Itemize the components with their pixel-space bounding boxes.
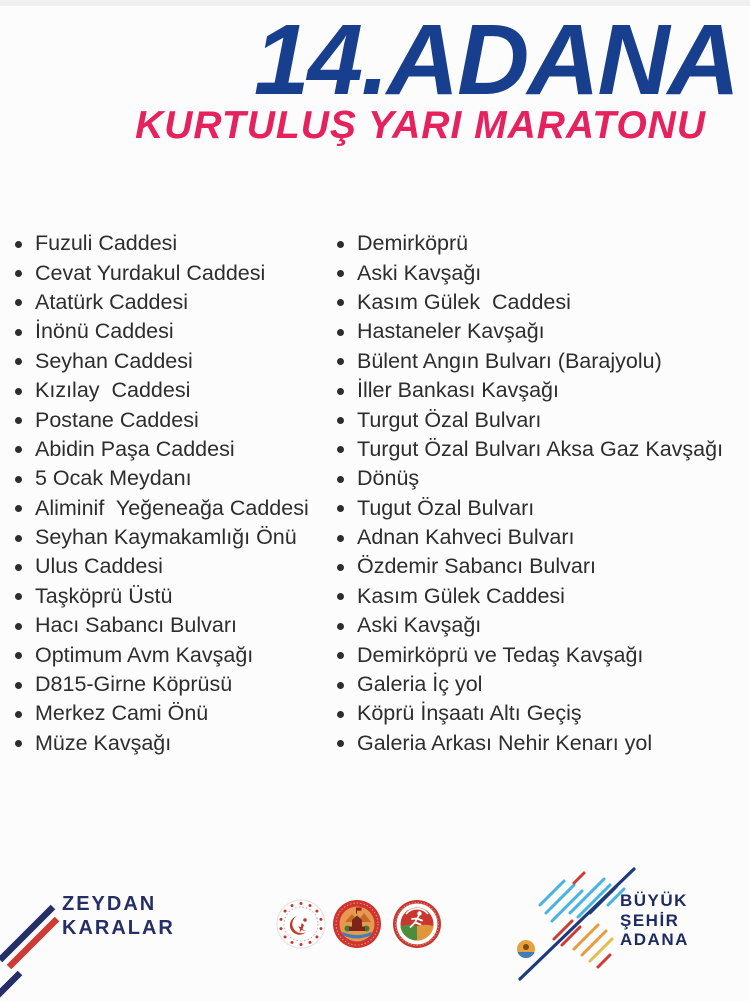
- route-stop: [337, 729, 749, 758]
- page-subtitle: KURTULUŞ YARI MARATONU: [135, 104, 706, 147]
- route-stop-label: Fuzuli Caddesi: [35, 231, 178, 256]
- title-block: [0, 4, 750, 147]
- bullet-icon: [337, 740, 344, 747]
- bullet-icon: [15, 329, 22, 336]
- route-stop-label: Optimum Avm Kavşağı: [35, 642, 254, 667]
- zeydan-karalar-logo: [62, 892, 175, 940]
- route-stop: [15, 582, 330, 611]
- route-stop-label: Kasım Gülek Caddesi: [357, 289, 571, 314]
- route-stop-label: Galeria Arkası Nehir Kenarı yol: [357, 730, 653, 755]
- route-stop-label: Aski Kavşağı: [357, 260, 482, 285]
- route-stop: [15, 552, 330, 581]
- route-stop: [337, 288, 749, 317]
- route-stop: [337, 258, 749, 287]
- zeydan-karalar-line2: KARALAR: [62, 917, 175, 939]
- route-stop: [15, 288, 330, 317]
- adana-city-emblem: [332, 899, 382, 949]
- route-stop-label: Özdemir Sabancı Bulvarı: [357, 554, 596, 579]
- route-stop: [337, 347, 749, 376]
- route-stop-label: Atatürk Caddesi: [35, 289, 188, 314]
- route-stop-label: Turgut Özal Bulvarı: [357, 407, 542, 432]
- route-stop-label: 5 Ocak Meydanı: [35, 466, 192, 491]
- bullet-icon: [337, 623, 344, 630]
- route-stop: [15, 435, 330, 464]
- route-stop: [337, 582, 749, 611]
- buyuksehir-adana-line3: ADANA: [620, 930, 689, 949]
- route-stop: [15, 729, 330, 758]
- route-stop: [15, 376, 330, 405]
- bullet-icon: [337, 682, 344, 689]
- bullet-icon: [15, 652, 22, 659]
- route-stop-label: Abidin Paşa Caddesi: [35, 436, 235, 461]
- bullet-icon: [15, 446, 22, 453]
- route-stop: [15, 523, 330, 552]
- bullet-icon: [15, 476, 22, 483]
- route-stop-label: Galeria İç yol: [357, 672, 483, 697]
- route-stop: [15, 347, 330, 376]
- bullet-icon: [337, 593, 344, 600]
- route-stop: [337, 494, 749, 523]
- bullet-icon: [337, 270, 344, 277]
- bullet-icon: [15, 593, 22, 600]
- route-stop: [337, 699, 749, 728]
- bullet-icon: [15, 299, 22, 306]
- route-stop: [337, 435, 749, 464]
- route-column-left: [15, 229, 330, 758]
- bullet-icon: [337, 652, 344, 659]
- route-stop: [337, 611, 749, 640]
- route-stop: [15, 317, 330, 346]
- bullet-icon: [337, 329, 344, 336]
- route-stop: [337, 464, 749, 493]
- route-column-right: [337, 229, 749, 758]
- route-stop: [15, 229, 330, 258]
- bullet-icon: [15, 564, 22, 571]
- route-stop-label: Adnan Kahveci Bulvarı: [357, 525, 575, 550]
- route-stop-label: Aliminif Yeğeneağa Caddesi: [35, 495, 309, 520]
- route-stop-label: İller Bankası Kavşağı: [357, 378, 559, 403]
- route-stop-label: Müze Kavşağı: [35, 730, 172, 755]
- route-stop-label: Ulus Caddesi: [35, 554, 163, 579]
- route-stop: [15, 611, 330, 640]
- buyuksehir-adana-line1: BÜYÜK: [620, 891, 688, 910]
- route-stop-label: Cevat Yurdakul Caddesi: [35, 260, 266, 285]
- route-stop-label: Dönüş: [357, 466, 420, 491]
- route-stop: [15, 405, 330, 434]
- buyuksehir-adana-line2: ŞEHİR: [620, 910, 680, 930]
- buyuksehir-adana-logo: [620, 891, 689, 950]
- bullet-icon: [15, 711, 22, 718]
- route-stop: [15, 464, 330, 493]
- route-stop: [337, 229, 749, 258]
- route-stop-label: Aski Kavşağı: [357, 613, 482, 638]
- bullet-icon: [15, 388, 22, 395]
- route-stop: [15, 699, 330, 728]
- bullet-icon: [337, 564, 344, 571]
- bullet-icon: [15, 505, 22, 512]
- route-stop: [337, 640, 749, 669]
- route-stop-label: Köprü İnşaatı Altı Geçiş: [357, 701, 582, 726]
- bullet-icon: [337, 358, 344, 365]
- page-title: 14.ADANA: [253, 4, 738, 116]
- zeydan-karalar-line1: ZEYDAN: [62, 893, 157, 915]
- bullet-icon: [15, 241, 22, 248]
- route-stop: [337, 376, 749, 405]
- bullet-icon: [15, 623, 22, 630]
- bullet-icon: [337, 711, 344, 718]
- route-stop-label: Turgut Özal Bulvarı Aksa Gaz Kavşağı: [357, 436, 724, 461]
- route-stop-label: Postane Caddesi: [35, 407, 199, 432]
- bullet-icon: [15, 682, 22, 689]
- footer: [0, 861, 750, 1001]
- bullet-icon: [337, 299, 344, 306]
- bullet-icon: [337, 535, 344, 542]
- route-stop-label: Seyhan Caddesi: [35, 348, 193, 373]
- route-stop: [337, 552, 749, 581]
- route-stop: [15, 258, 330, 287]
- route-stop: [337, 317, 749, 346]
- bullet-icon: [337, 388, 344, 395]
- route-stop-label: Seyhan Kaymakamlığı Önü: [35, 525, 297, 550]
- route-stop-label: Kasım Gülek Caddesi: [357, 583, 565, 608]
- route-stop-label: Demirköprü: [357, 231, 469, 256]
- route-stop-label: Demirköprü ve Tedaş Kavşağı: [357, 642, 644, 667]
- route-stop: [337, 523, 749, 552]
- bullet-icon: [15, 358, 22, 365]
- route-stop-label: İnönü Caddesi: [35, 319, 174, 344]
- bullet-icon: [15, 740, 22, 747]
- route-stop-label: Taşköprü Üstü: [35, 583, 173, 608]
- athletics-federation-emblem: [392, 899, 442, 949]
- youth-sports-ministry-emblem: [276, 899, 326, 949]
- route-stop-label: Hastaneler Kavşağı: [357, 319, 545, 344]
- bullet-icon: [15, 417, 22, 424]
- bullet-icon: [337, 476, 344, 483]
- route-stop: [15, 670, 330, 699]
- bullet-icon: [337, 446, 344, 453]
- bullet-icon: [337, 505, 344, 512]
- bullet-icon: [337, 241, 344, 248]
- route-stop-label: Bülent Angın Bulvarı (Barajyolu): [357, 348, 662, 373]
- route-stop: [337, 670, 749, 699]
- route-stop-label: Hacı Sabancı Bulvarı: [35, 613, 237, 638]
- route-stop: [15, 494, 330, 523]
- route-stop-label: D815-Girne Köprüsü: [35, 672, 233, 697]
- route-stop: [337, 405, 749, 434]
- route-stop-label: Kızılay Caddesi: [35, 378, 191, 403]
- bullet-icon: [15, 270, 22, 277]
- route-stop: [15, 640, 330, 669]
- route-stop-label: Tugut Özal Bulvarı: [357, 495, 535, 520]
- bullet-icon: [337, 417, 344, 424]
- bullet-icon: [15, 535, 22, 542]
- route-stop-label: Merkez Cami Önü: [35, 701, 209, 726]
